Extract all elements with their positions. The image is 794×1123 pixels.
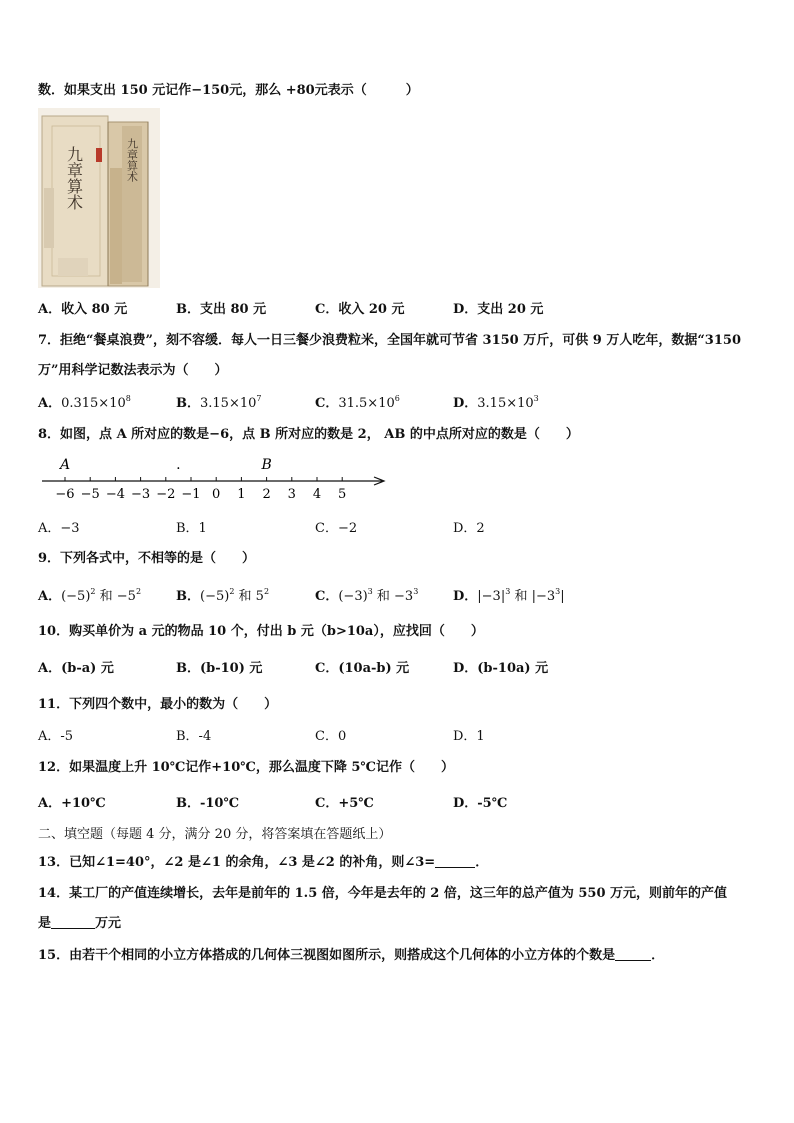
section-heading-fill-in: 二、填空题（每题 4 分，满分 20 分，将答案填在答题纸上） — [38, 827, 392, 842]
q8-option-c: C．−2 — [315, 521, 358, 536]
q6-option-a: A．收入 80 元 — [38, 302, 128, 317]
q8-option-a: A．−3 — [38, 521, 80, 536]
q9-stem: 9．下列各式中，不相等的是（ ） — [38, 551, 256, 566]
q12-option-b: B．-10℃ — [176, 796, 240, 811]
q7-option-a: A．$0.315\times 10^8$ — [38, 394, 131, 411]
q7-option-c: C．$31.5\times 10^6$ — [315, 394, 400, 411]
number-line-tick-label: 0 — [212, 487, 221, 502]
number-line-tick-label: −1 — [181, 487, 201, 502]
q12-stem: 12．如果温度上升 10℃记作+10℃，那么温度下降 5℃记作（ ） — [38, 760, 454, 775]
q11-option-c: C．0 — [315, 729, 347, 744]
q11-option-a: A．-5 — [38, 729, 74, 744]
q11-option-b: B．-4 — [176, 729, 212, 744]
number-line-tick-label: 3 — [287, 487, 296, 502]
q9-option-d: D．$|-3|^3$ 和 $|-3^3|$ — [453, 587, 565, 604]
book-image-jiuzhang-suanshu — [38, 108, 160, 288]
q14-answer-blank — [51, 916, 95, 929]
q6-option-b: B．支出 80 元 — [176, 302, 267, 317]
point-b-label: B — [261, 457, 272, 473]
q12-option-d: D．-5℃ — [453, 796, 508, 811]
q11-stem: 11．下列四个数中，最小的数为（ ） — [38, 697, 278, 712]
q14-line2: 是 万元 — [38, 916, 122, 931]
q10-option-c: C．(10a-b) 元 — [315, 661, 410, 676]
q6-option-c: C．收入 20 元 — [315, 302, 405, 317]
midpoint-dot-label: . — [176, 457, 181, 473]
q10-option-a: A．(b-a) 元 — [38, 661, 114, 676]
q15-stem: 15．由若干个相同的小立方体搭成的几何体三视图如图所示，则搭成这个几何体的小立方体的个数是 ． — [38, 948, 665, 963]
q7-stem-line2: 万”用科学记数法表示为（ ） — [38, 363, 228, 378]
q9-option-c: C．$(-3)^3$ 和 $-3^3$ — [315, 587, 419, 604]
number-line-tick-label: −4 — [105, 487, 125, 502]
book-title-spine: 九章算术 — [125, 138, 139, 182]
number-line-figure — [38, 455, 398, 507]
q9-option-a: A．$(-5)^2$ 和 $-5^2$ — [38, 587, 142, 604]
q12-option-a: A．+10℃ — [38, 796, 106, 811]
q13-stem: 13．已知∠1=40°，∠2 是∠1 的余角，∠3 是∠2 的补角，则∠3= ． — [38, 855, 489, 870]
number-line-tick-label: −6 — [55, 487, 75, 502]
number-line-tick-label: 2 — [262, 487, 271, 502]
q9-option-b: B．$(-5)^2$ 和 $5^2$ — [176, 587, 270, 604]
number-line-tick-label: −5 — [80, 487, 100, 502]
q13-answer-blank — [435, 855, 475, 868]
q8-option-d: D．2 — [453, 521, 485, 536]
number-line-tick-label: −2 — [156, 487, 176, 502]
number-line-tick-label: 4 — [312, 487, 322, 502]
point-a-label: A — [59, 457, 71, 473]
q6-stem: 数．如果支出 150 元记作−150元，那么 +80元表示（ ） — [38, 83, 419, 98]
q10-option-d: D．(b-10a) 元 — [453, 661, 549, 676]
q6-option-d: D．支出 20 元 — [453, 302, 544, 317]
q7-option-b: B．$3.15\times 10^7$ — [176, 394, 262, 411]
q8-option-b: B．1 — [176, 521, 207, 536]
q12-option-c: C．+5℃ — [315, 796, 374, 811]
q10-option-b: B．(b-10) 元 — [176, 661, 263, 676]
number-line-tick-label: 5 — [338, 487, 347, 502]
q15-answer-blank — [615, 948, 651, 961]
q8-stem: 8．如图，点 A 所对应的数是−6，点 B 所对应的数是 2， AB 的中点所对应的数是（ ） — [38, 427, 579, 442]
q11-option-d: D．1 — [453, 729, 485, 744]
q7-stem-line1: 7．拒绝“餐桌浪费”，刻不容缓．每人一日三餐少浪费粒米，全国年就可节省 3150 万斤，可供 9 万人吃年，数据“3150 — [38, 333, 741, 348]
book-title-front: 九章算术 — [64, 146, 84, 210]
q14-line1: 14．某工厂的产值连续增长，去年是前年的 1.5 倍，今年是去年的 2 倍，这三年的总产值为 550 万元，则前年的产值 — [38, 886, 728, 901]
number-line-tick-label: 1 — [237, 487, 246, 502]
q7-option-d: D．$3.15\times 10^3$ — [453, 394, 539, 411]
q10-stem: 10．购买单价为 a 元的物品 10 个，付出 b 元（b>10a），应找回（ ） — [38, 624, 484, 639]
number-line-tick-label: −3 — [131, 487, 151, 502]
